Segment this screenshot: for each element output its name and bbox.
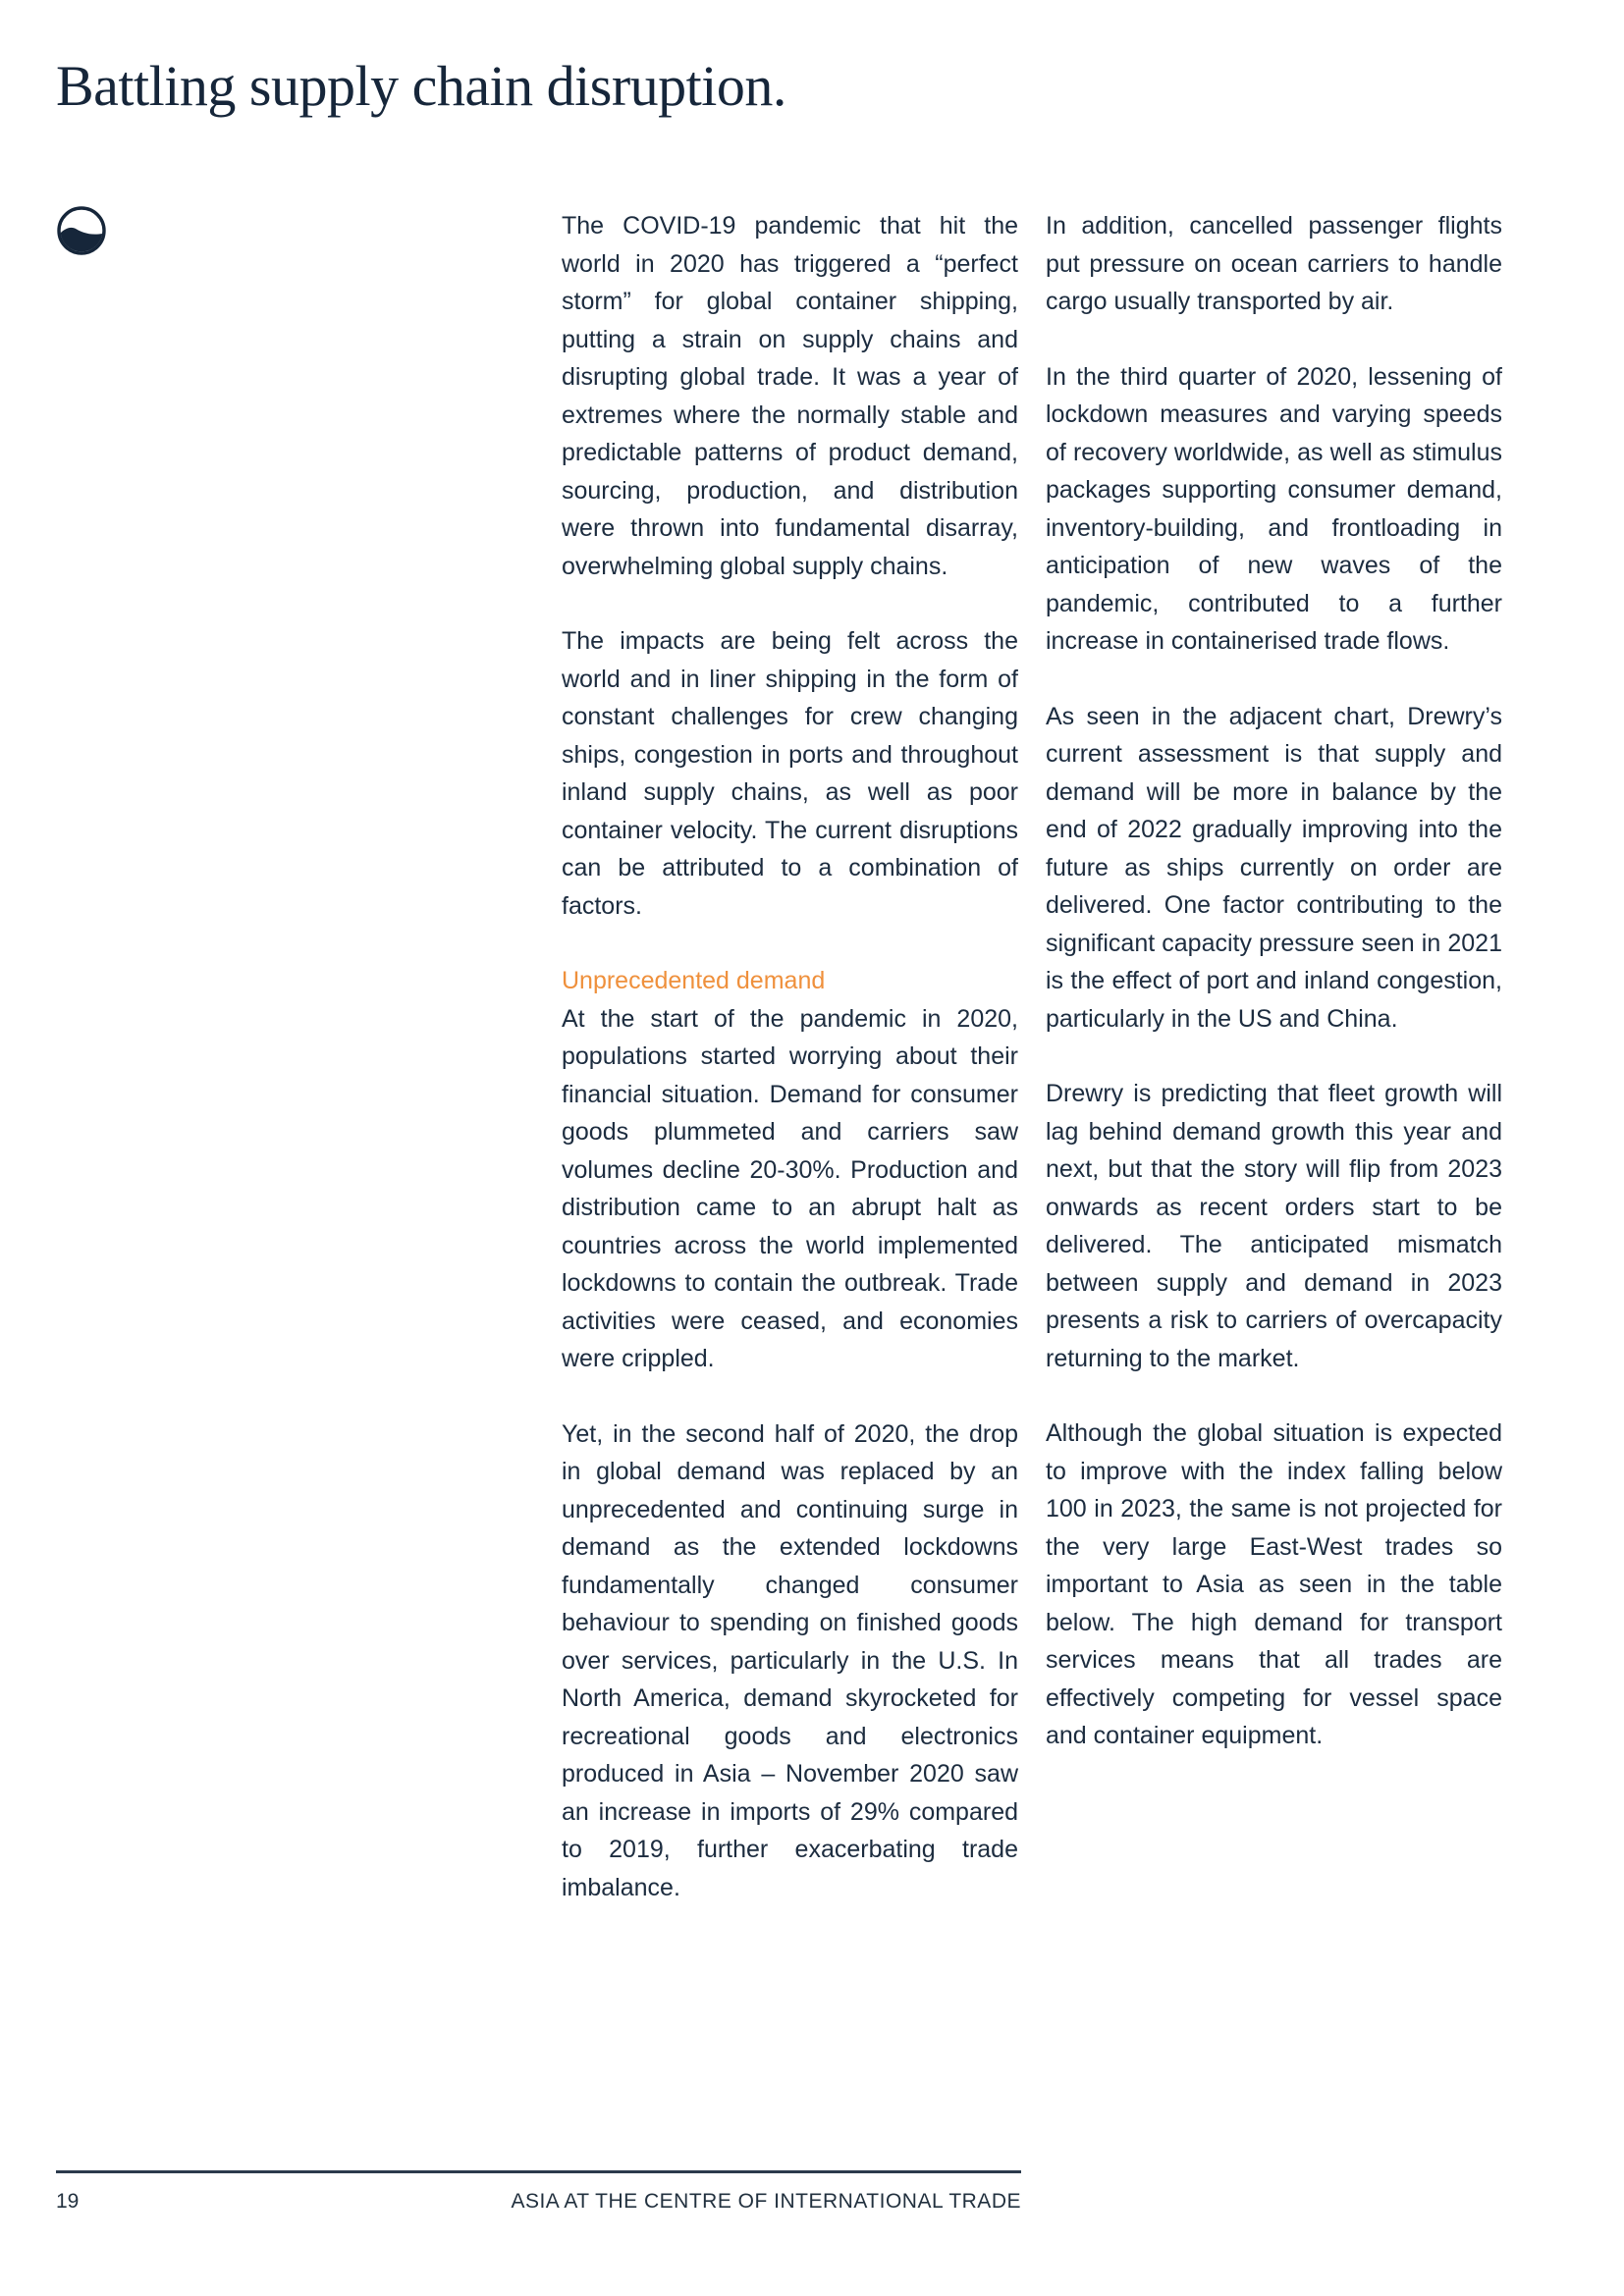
paragraph: In addition, cancelled passenger flights put pressure on ocean carriers to handle cargo usually transported by air. xyxy=(1046,212,1502,315)
paragraph: The COVID-19 pandemic that hit the world in 2020 has triggered a “perfect storm” for global container shipping, putting a strain on supply chains and disrupting global trade. It was a year of extremes where the normally stable and predictable patterns of product demand, sourcing, production, and distribution were thrown into fundamental disarray, overwhelming global supply chains. xyxy=(562,212,1018,580)
paragraph: Although the global situation is expected to improve with the index falling below 100 in 2023, the same is not projected for the very large East-West trades so important to Asia as seen in the table below. The high demand for transport services means that all trades are effectively competing for vessel space and container equipment. xyxy=(1046,1419,1502,1749)
left-column xyxy=(562,207,1018,1906)
paragraph: Drewry is predicting that fleet growth will lag behind demand growth this year and next, but that the story will flip from 2023 onwards as recent orders start to be delivered. The anticipated mismatch between supply and demand in 2023 presents a risk to carriers of overcapacity returning to the market. xyxy=(1046,1080,1502,1372)
footer-title: ASIA AT THE CENTRE OF INTERNATIONAL TRADE xyxy=(511,2190,1021,2213)
footer-divider xyxy=(56,2170,1021,2173)
paragraph: The impacts are being felt across the world and in liner shipping in the form of constant challenges for crew changing ships, congestion in ports and throughout inland supply chains, as well as poor container velocity. The current disruptions can be attributed to a combination of factors. xyxy=(562,627,1018,920)
paragraph: Yet, in the second half of 2020, the drop in global demand was replaced by an unprecedented and continuing surge in demand as the extended lockdowns fundamentally changed consumer behaviour to spending on finished goods over services, particularly in the U.S. In North America, demand skyrocketed for recreational goods and electronics produced in Asia – November 2020 saw an increase in imports of 29% compared to 2019, further exacerbating trade imbalance. xyxy=(562,1419,1018,1901)
page-number: 19 xyxy=(56,2190,80,2213)
paragraph: As seen in the adjacent chart, Drewry’s current assessment is that supply and demand will be more in balance by the end of 2022 gradually improving into the future as ships currently on order are delivered. One factor contributing to the significant capacity pressure seen in 2021 is the effect of port and inland congestion, particularly in the US and China. xyxy=(1046,702,1502,1033)
body-columns xyxy=(562,207,1506,1906)
right-column xyxy=(1046,207,1502,1906)
paragraph: In the third quarter of 2020, lessening of lockdown measures and varying speeds of recovery worldwide, as well as stimulus packages supporting consumer demand, inventory-building, and frontloading in anticipation of new waves of the pandemic, contributed to a further increase in containerised trade flows. xyxy=(1046,362,1502,655)
section-heading: Unprecedented demand xyxy=(562,967,826,994)
page-title: Battling supply chain disruption. xyxy=(56,54,786,118)
wave-circle-icon xyxy=(56,205,107,256)
paragraph: At the start of the pandemic in 2020, populations started worrying about their financial situation. Demand for consumer goods plummeted and carriers saw volumes decline 20-30%. Production and distribution came to an abrupt halt as countries across the world implemented lockdowns to contain the outbreak. Trade activities were ceased, and economies were crippled. xyxy=(562,1004,1018,1372)
footer xyxy=(56,2190,1021,2214)
